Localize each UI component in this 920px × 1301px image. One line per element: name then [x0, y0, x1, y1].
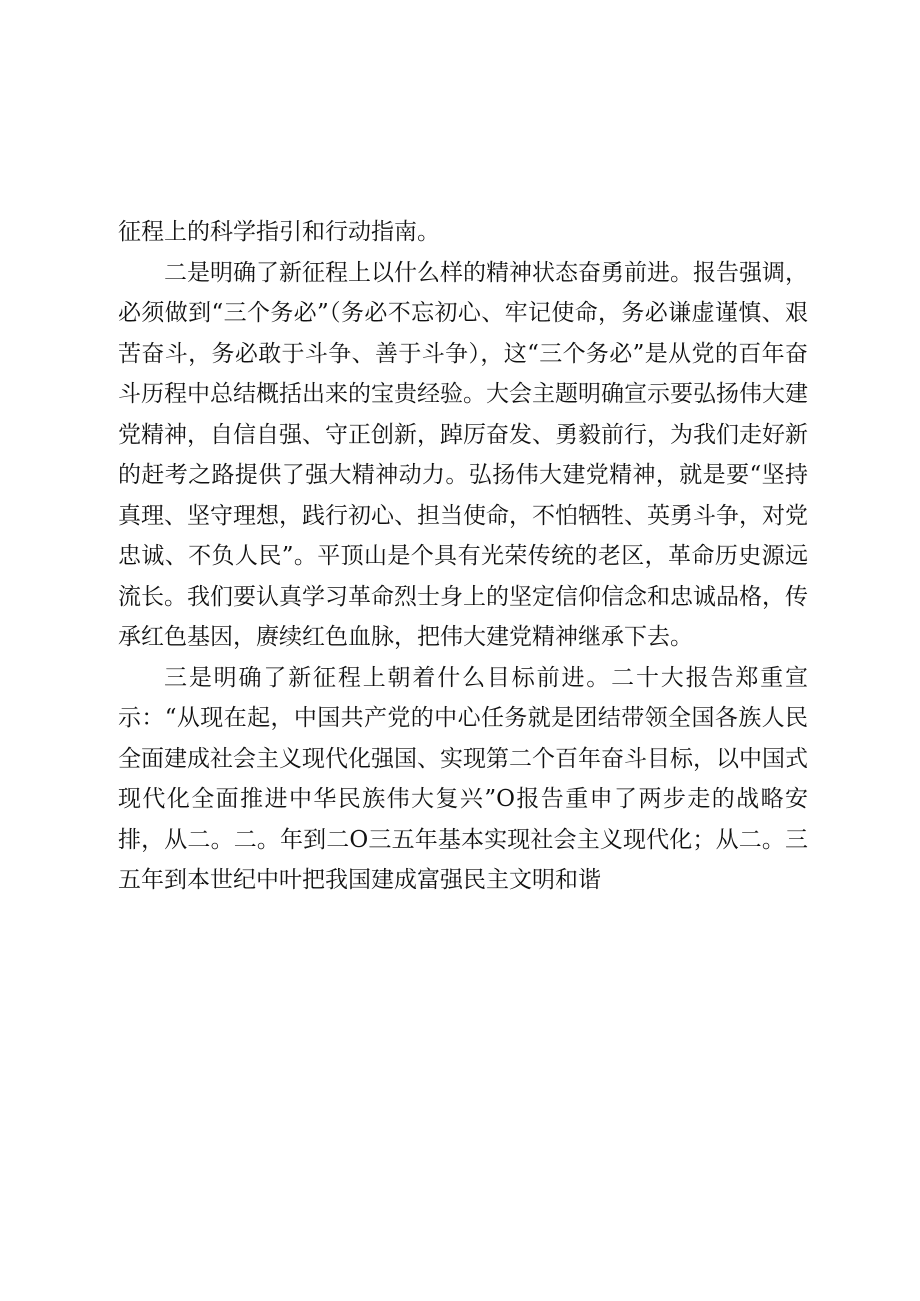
paragraph-point-two: 二是明确了新征程上以什么样的精神状态奋勇前进。报告强调，必须做到“三个务必”（务必不忘初心、牢记使命，务必谦虚谨慎、艰苦奋斗，务必敢于斗争、善于斗争），这“三个务必”是从党的百年奋斗历程中总结概括出来的宝贵经验。大会主题明确宣示要弘扬伟大建党精神，自信自强、守正创新，踔厉奋发、勇毅前行，为我们走好新的赶考之路提供了强大精神动力。弘扬伟大建党精神，就是要“坚持真理、坚守理想，践行初心、担当使命，不怕牺牲、英勇斗争，对党忠诚、不负人民”。平顶山是个具有光荣传统的老区，革命历史源远流长。我们要认真学习革命烈士身上的坚定信仰信念和忠诚品格，传承红色基因，赓续红色血脉，把伟大建党精神继承下去。: [118, 259, 808, 650]
paragraph-continuation: 征程上的科学指引和行动指南。: [118, 219, 440, 245]
paragraph-point-three: 三是明确了新征程上朝着什么目标前进。二十大报告郑重宣示：“从现在起，中国共产党的中心任务就是团结带领全国各族人民全面建成社会主义现代化强国、实现第二个百年奋斗目标，以中国式现代化全面推进中华民族伟大复兴”O报告重申了两步走的战略安排，从二。二。年到二O三五年基本实现社会主义现代化；从二。三五年到本世纪中叶把我国建成富强民主文明和谐: [118, 664, 808, 893]
document-body: [118, 212, 808, 901]
